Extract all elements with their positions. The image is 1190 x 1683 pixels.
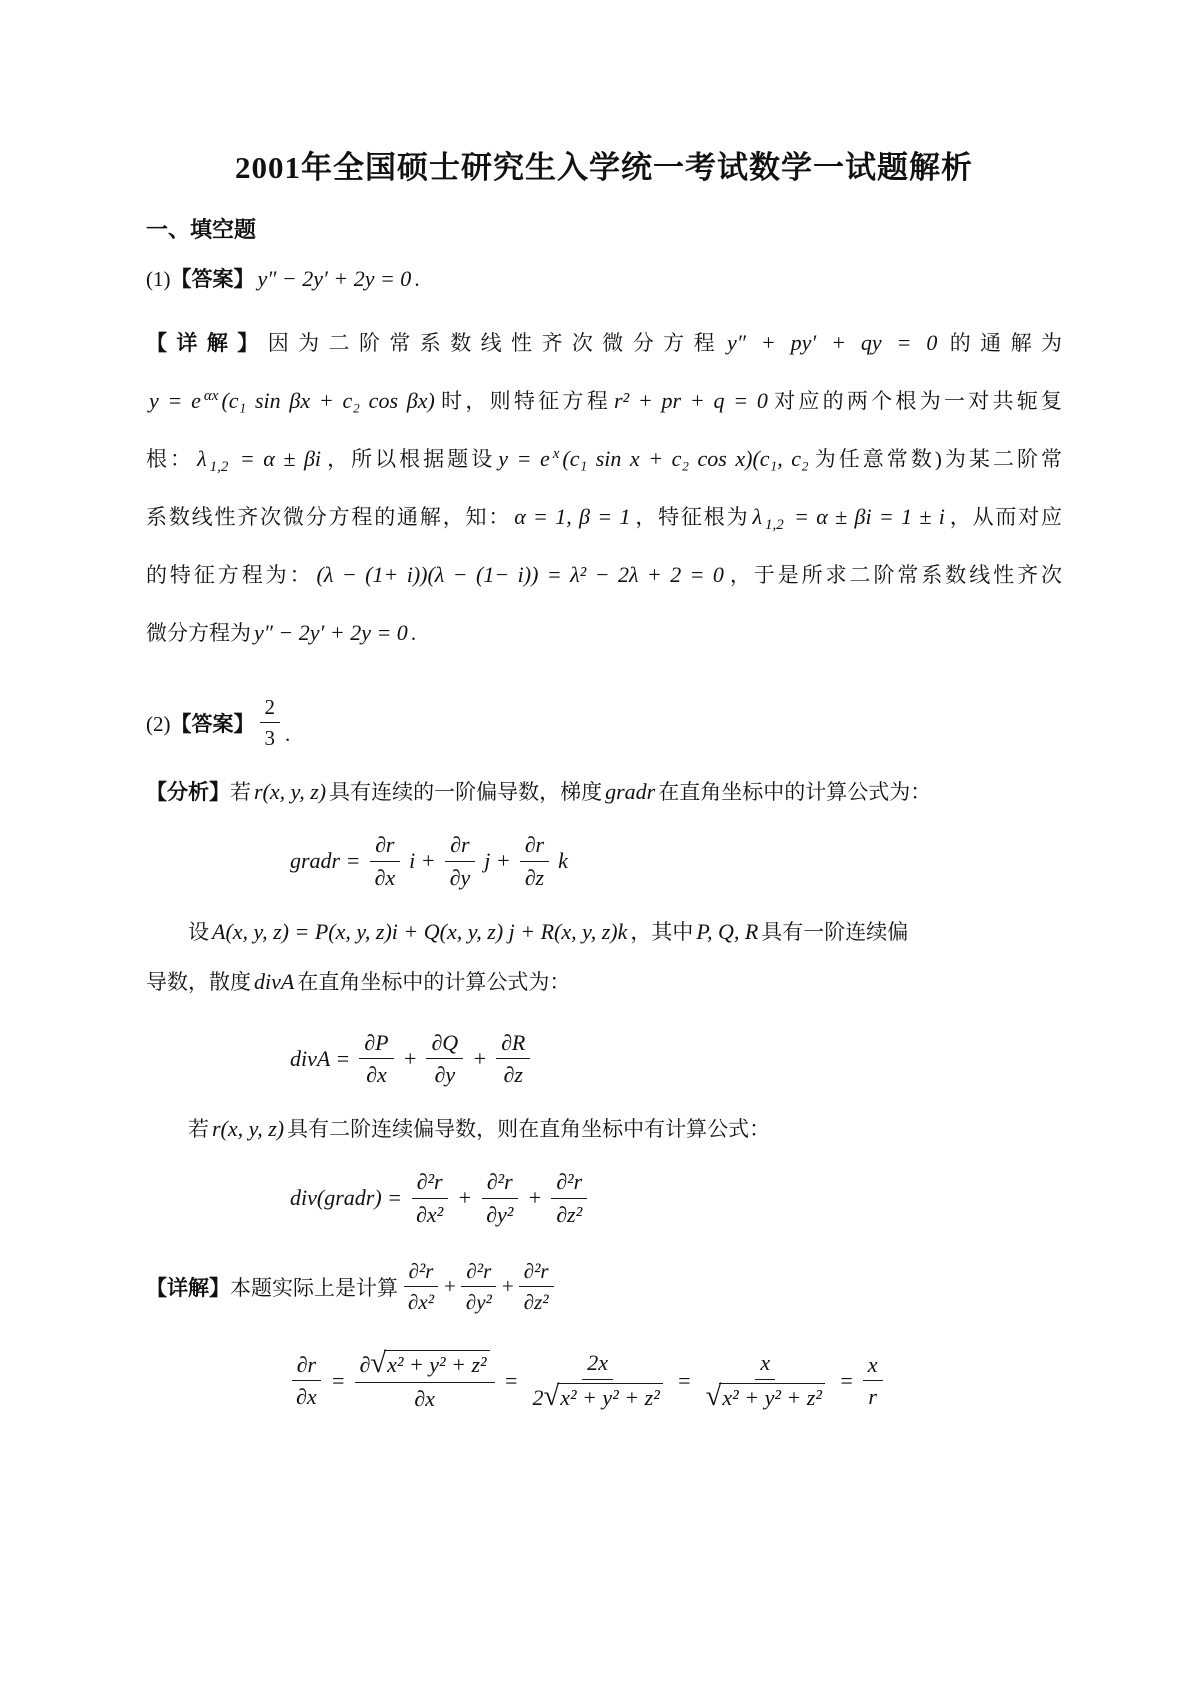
segment-t: ，特征根为 [633, 505, 750, 529]
plus-operator: + [472, 1045, 488, 1071]
fraction-numerator: ∂²r [404, 1256, 439, 1287]
q1-detail-line-3 [146, 430, 1062, 488]
fraction-numerator: ∂r [445, 829, 474, 861]
segment-t: (1) [146, 267, 171, 291]
divergence-formula [286, 1027, 1062, 1091]
segment-u: 1,2 [209, 459, 229, 476]
segment-m: y = e [149, 388, 201, 413]
fraction-numerator: ∂²r [461, 1256, 496, 1287]
fraction-denominator: ∂z [503, 1062, 523, 1088]
fraction-denominator: ∂x [374, 864, 396, 890]
equals-operator: = [503, 1367, 519, 1393]
q1-answer-line [146, 264, 1062, 294]
segment-m: y = e [498, 446, 550, 471]
radicand: √ x² + y² + z² [719, 1383, 825, 1410]
fraction-numerator: ∂Q [426, 1027, 463, 1059]
fraction-denominator: ∂z [524, 864, 545, 890]
fraction [701, 1347, 830, 1414]
plus-operator: + [501, 1274, 514, 1299]
plus-operator: + [444, 1274, 456, 1299]
plus-operator: + [527, 1185, 543, 1211]
fraction [520, 829, 549, 893]
fraction [461, 1256, 497, 1317]
segment-t: 若 [230, 780, 251, 805]
fraction [411, 1166, 448, 1230]
fraction-denominator: ∂x [414, 1385, 435, 1411]
fraction-denominator: ∂y [434, 1062, 456, 1088]
fraction-denominator: 3 [264, 726, 275, 751]
fraction-denominator: ∂y [449, 864, 471, 890]
fraction-denominator: ∂z² [556, 1201, 583, 1227]
segment-m: α = 1, β = 1 [514, 504, 631, 529]
segment-m: r(x, y, z) [212, 1116, 285, 1142]
math-operator: j + [484, 848, 511, 874]
q1-detail-line-1 [146, 314, 1062, 372]
segment-m: λ [752, 504, 762, 529]
section-heading: 一、填空题 [146, 217, 257, 242]
segment-t: . [414, 267, 420, 291]
fraction-numerator: ∂²r [412, 1166, 448, 1198]
q2-analysis-line [146, 777, 1062, 807]
segment-t: ，从而对应 [947, 505, 1063, 529]
fraction [291, 1349, 322, 1413]
q1-detail-line-2 [146, 372, 1062, 430]
segment-t: 导数，散度 [146, 969, 251, 994]
segment-t: 在直角坐标中的计算公式为： [658, 780, 932, 805]
equals-operator: = [330, 1367, 346, 1393]
fraction [426, 1027, 463, 1091]
segment-s: αx [203, 388, 219, 404]
fraction-denominator: r [868, 1384, 877, 1410]
period: . [285, 722, 291, 747]
fraction-numerator: ∂²r [519, 1256, 554, 1287]
sqrt-radical [370, 1350, 489, 1379]
segment-m: = α ± βi [231, 446, 322, 471]
plus-operator: + [457, 1185, 473, 1211]
segment-b: 【详解】 [146, 1275, 230, 1300]
fraction-numerator: 2x [582, 1347, 613, 1379]
fraction-numerator: x [755, 1347, 775, 1379]
formula-lhs: divA = [290, 1045, 351, 1071]
segment-t: 为任意常数)为某二阶常 [811, 447, 1063, 471]
q1-detail-line-4 [146, 488, 1062, 546]
segment-t: 的特征方程为： [146, 563, 314, 587]
segment-m: A(x, y, z) = P(x, y, z)i + Q(x, y, z) j + R(x, y, z)k [212, 918, 628, 944]
fraction-denominator [528, 1380, 668, 1415]
equals-operator: = [676, 1367, 692, 1393]
fraction-numerator: 2 [260, 692, 281, 723]
segment-s: x [552, 446, 560, 462]
segment-t: ，于是所求二阶常系数线性齐次 [726, 563, 1063, 587]
q1-detail-paragraph [146, 314, 1062, 662]
segment-m: r(x, y, z) [254, 779, 327, 805]
segment-t: 微分方程为 [146, 621, 251, 645]
div-grad-formula [286, 1166, 1062, 1230]
segment-t: 本题实际上是计算 [230, 1275, 398, 1300]
segment-t: 根： [146, 447, 195, 471]
segment-m: gradr [605, 779, 656, 805]
segment-m: y″ + py′ + qy = 0 [727, 330, 938, 355]
fraction [496, 1027, 530, 1091]
plus-operator: + [402, 1045, 418, 1071]
segment-t: . [410, 621, 417, 645]
fraction [481, 1166, 518, 1230]
segment-t: 系数线性齐次微分方程的通解，知： [146, 505, 512, 529]
segment-t: 在直角坐标中的计算公式为： [297, 969, 571, 994]
radicand: √ x² + y² + z² [557, 1383, 663, 1410]
fraction-numerator: ∂P [359, 1027, 393, 1059]
q1-detail-line-6 [146, 604, 1062, 662]
fraction-denominator: ∂x [296, 1384, 317, 1410]
fraction-denominator [701, 1380, 830, 1415]
formula-lhs: gradr = [290, 848, 361, 874]
fraction [445, 829, 476, 893]
fraction-denominator: ∂x² [416, 1201, 444, 1227]
equals-operator: = [838, 1367, 854, 1393]
fraction-numerator: ∂R [496, 1027, 530, 1059]
q1-detail-line-5 [146, 546, 1062, 604]
segment-m: (λ − (1+ i))(λ − (1− i)) = λ² − 2λ + 2 = 0 [316, 562, 724, 587]
segment-m: r² + pr + q = 0 [613, 388, 768, 413]
segment-t: 因为二阶常系数线性齐次微分方程 [267, 331, 724, 355]
vector-field-line-1 [146, 917, 1062, 947]
q2-answer-label [146, 708, 255, 738]
fraction-numerator: ∂r [370, 829, 399, 861]
segment-t: 对应的两个根为一对共轭复 [770, 389, 1063, 413]
segment-m: (c₁ sin x + c₂ cos x)(c₁, c₂ [562, 446, 809, 471]
sqrt-radical [544, 1383, 663, 1412]
segment-b: 【详解】 [146, 331, 268, 355]
vector-field-line-2 [146, 959, 1062, 1005]
fraction-numerator: ∂r [292, 1349, 321, 1381]
segment-m: λ [197, 446, 207, 471]
fraction [355, 1347, 495, 1414]
segment-t: 设 [188, 919, 209, 944]
segment-t: 的通解为 [940, 331, 1063, 355]
segment-t: ，其中 [630, 919, 694, 944]
segment-t: 具有连续的一阶偏导数，梯度 [329, 780, 603, 805]
segment-m: y″ − 2y′ + 2y = 0 [254, 620, 408, 645]
segment-m: divA [254, 968, 295, 994]
sqrt-radical [706, 1383, 825, 1412]
fraction [260, 692, 281, 753]
fraction-denominator: ∂z² [523, 1290, 549, 1315]
fraction-numerator: ∂²r [482, 1166, 518, 1198]
fraction-denominator: ∂y² [486, 1201, 514, 1227]
partial-symbol: ∂ [359, 1352, 371, 1378]
segment-m: P, Q, R [696, 918, 759, 944]
coefficient: 2 [532, 1384, 544, 1410]
segment-b: 【答案】 [170, 267, 255, 291]
fraction [519, 1256, 554, 1317]
segment-t: 具有二阶连续偏导数，则在直角坐标中有计算公式： [287, 1117, 771, 1142]
math-operator: k [558, 848, 568, 874]
q2-detail-line [146, 1256, 1062, 1317]
segment-t: 时，则特征方程 [437, 389, 611, 413]
second-order-line [146, 1114, 1062, 1144]
fraction [528, 1347, 668, 1414]
fraction-numerator: ∂r [520, 829, 549, 861]
fraction [403, 1256, 439, 1317]
segment-b: 【分析】 [146, 780, 230, 805]
formula-lhs: div(gradr) = [290, 1185, 402, 1211]
segment-m: (c₁ sin βx + c₂ cos βx) [221, 388, 435, 413]
q2-detail-intro [146, 1272, 398, 1302]
segment-t: ，所以根据题设 [324, 447, 496, 471]
fraction-denominator: ∂y² [465, 1290, 492, 1315]
radicand: √ x² + y² + z² [384, 1350, 490, 1377]
segment-m: y″ − 2y′ + 2y = 0 [257, 266, 412, 291]
fraction [551, 1166, 587, 1230]
fraction-numerator: x [863, 1349, 883, 1381]
fraction [863, 1349, 883, 1413]
partial-derivative-formula [286, 1347, 1062, 1414]
fraction [359, 1027, 393, 1091]
fraction-denominator: ∂x [366, 1062, 387, 1088]
fraction [369, 829, 400, 893]
page-title: 2001年全国硕士研究生入学统一考试数学一试题解析 [235, 150, 973, 185]
segment-u: 1,2 [765, 517, 784, 534]
q2-answer-line [146, 692, 1062, 753]
fraction-denominator: ∂x² [408, 1290, 434, 1315]
fraction-numerator: ∂²r [551, 1166, 587, 1198]
segment-b: 【答案】 [170, 711, 255, 736]
segment-t: 若 [188, 1117, 209, 1142]
segment-t: 具有一阶连续偏 [761, 919, 909, 944]
gradient-formula [286, 829, 1062, 893]
segment-m: = α ± βi = 1 ± i [786, 504, 945, 529]
segment-t: (2) [146, 711, 171, 736]
fraction-numerator [355, 1347, 495, 1383]
math-operator: i + [409, 848, 436, 874]
